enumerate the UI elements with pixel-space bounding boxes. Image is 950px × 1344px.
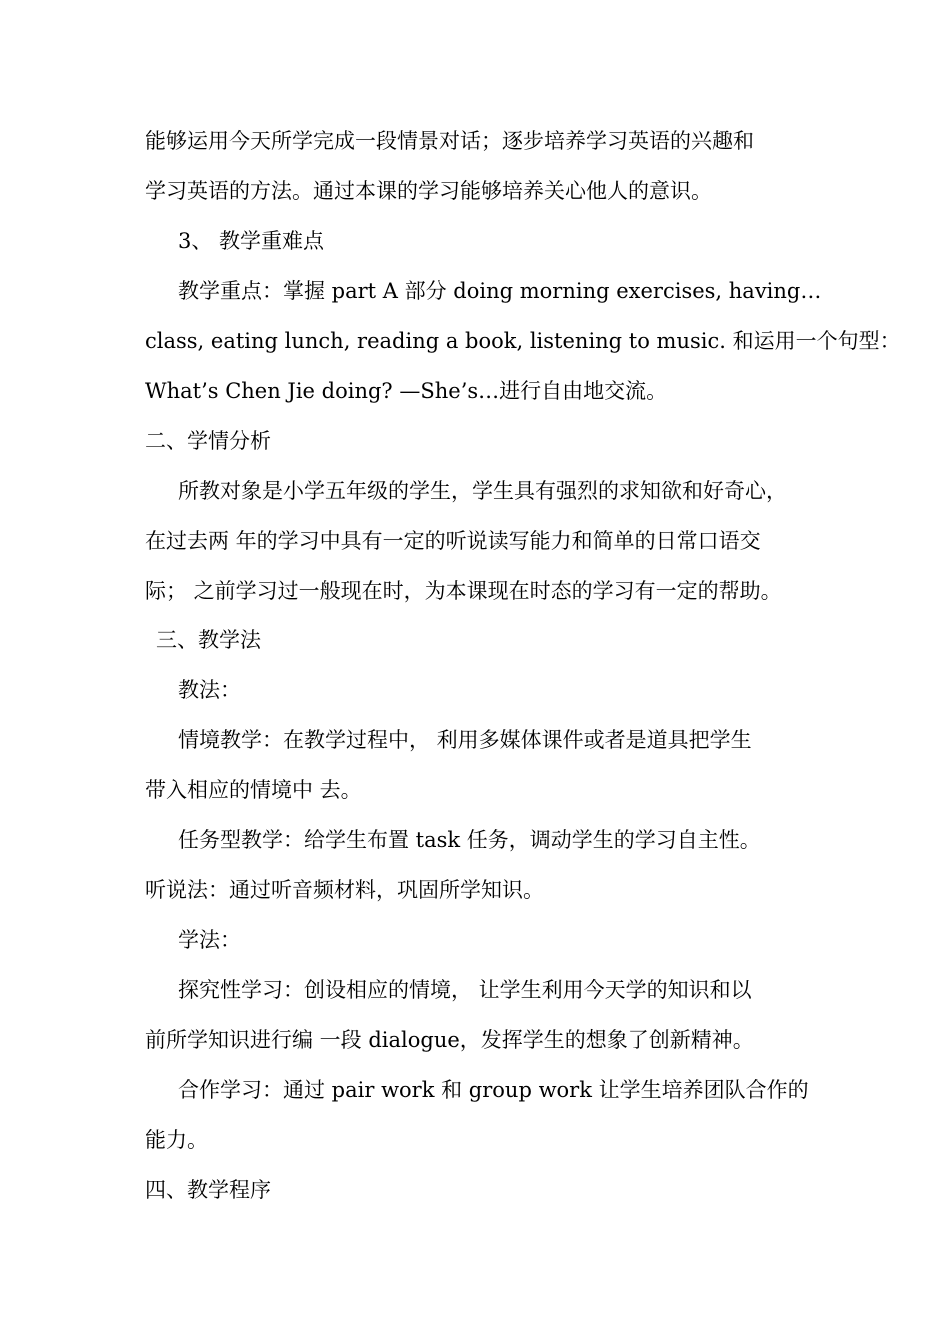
subsection-label: 学法： xyxy=(178,928,241,952)
paragraph-line: 际； 之前学习过一般现在时，为本课现在时态的学习有一定的帮助。 xyxy=(145,579,782,603)
paragraph-line: 听说法：通过听音频材料，巩固所学知识。 xyxy=(145,878,544,902)
section-subheading: 3、 教学重难点 xyxy=(178,229,325,253)
subsection-label: 教法： xyxy=(178,678,241,702)
paragraph-line: What’s Chen Jie doing? —She’s…进行自由地交流。 xyxy=(145,379,668,403)
paragraph-line: 前所学知识进行编 一段 dialogue，发挥学生的想象了创新精神。 xyxy=(145,1028,754,1052)
paragraph-line: 探究性学习：创设相应的情境， 让学生利用今天学的知识和以 xyxy=(178,978,752,1002)
paragraph-line: 在过去两 年的学习中具有一定的听说读写能力和简单的日常口语交 xyxy=(145,529,761,553)
paragraph-line: 教学重点：掌握 part A 部分 doing morning exercises, having… xyxy=(178,279,822,303)
section-heading: 二、学情分析 xyxy=(145,429,271,453)
paragraph-line: 所教对象是小学五年级的学生，学生具有强烈的求知欲和好奇心， xyxy=(178,479,787,503)
paragraph-line: 能力。 xyxy=(145,1128,208,1152)
paragraph-line: 情境教学：在教学过程中， 利用多媒体课件或者是道具把学生 xyxy=(178,728,752,752)
paragraph-line: 合作学习：通过 pair work 和 group work 让学生培养团队合作的 xyxy=(178,1078,809,1102)
paragraph-line: 学习英语的方法。通过本课的学习能够培养关心他人的意识。 xyxy=(145,179,712,203)
section-heading: 四、教学程序 xyxy=(145,1178,271,1202)
paragraph-line: 任务型教学：给学生布置 task 任务，调动学生的学习自主性。 xyxy=(178,828,761,852)
paragraph-line: class, eating lunch, reading a book, listening to music. 和运用一个句型： xyxy=(145,329,901,353)
paragraph-line: 带入相应的情境中 去。 xyxy=(145,778,362,802)
paragraph-line: 能够运用今天所学完成一段情景对话；逐步培养学习英语的兴趣和 xyxy=(145,129,754,153)
section-heading: 三、教学法 xyxy=(156,628,261,652)
